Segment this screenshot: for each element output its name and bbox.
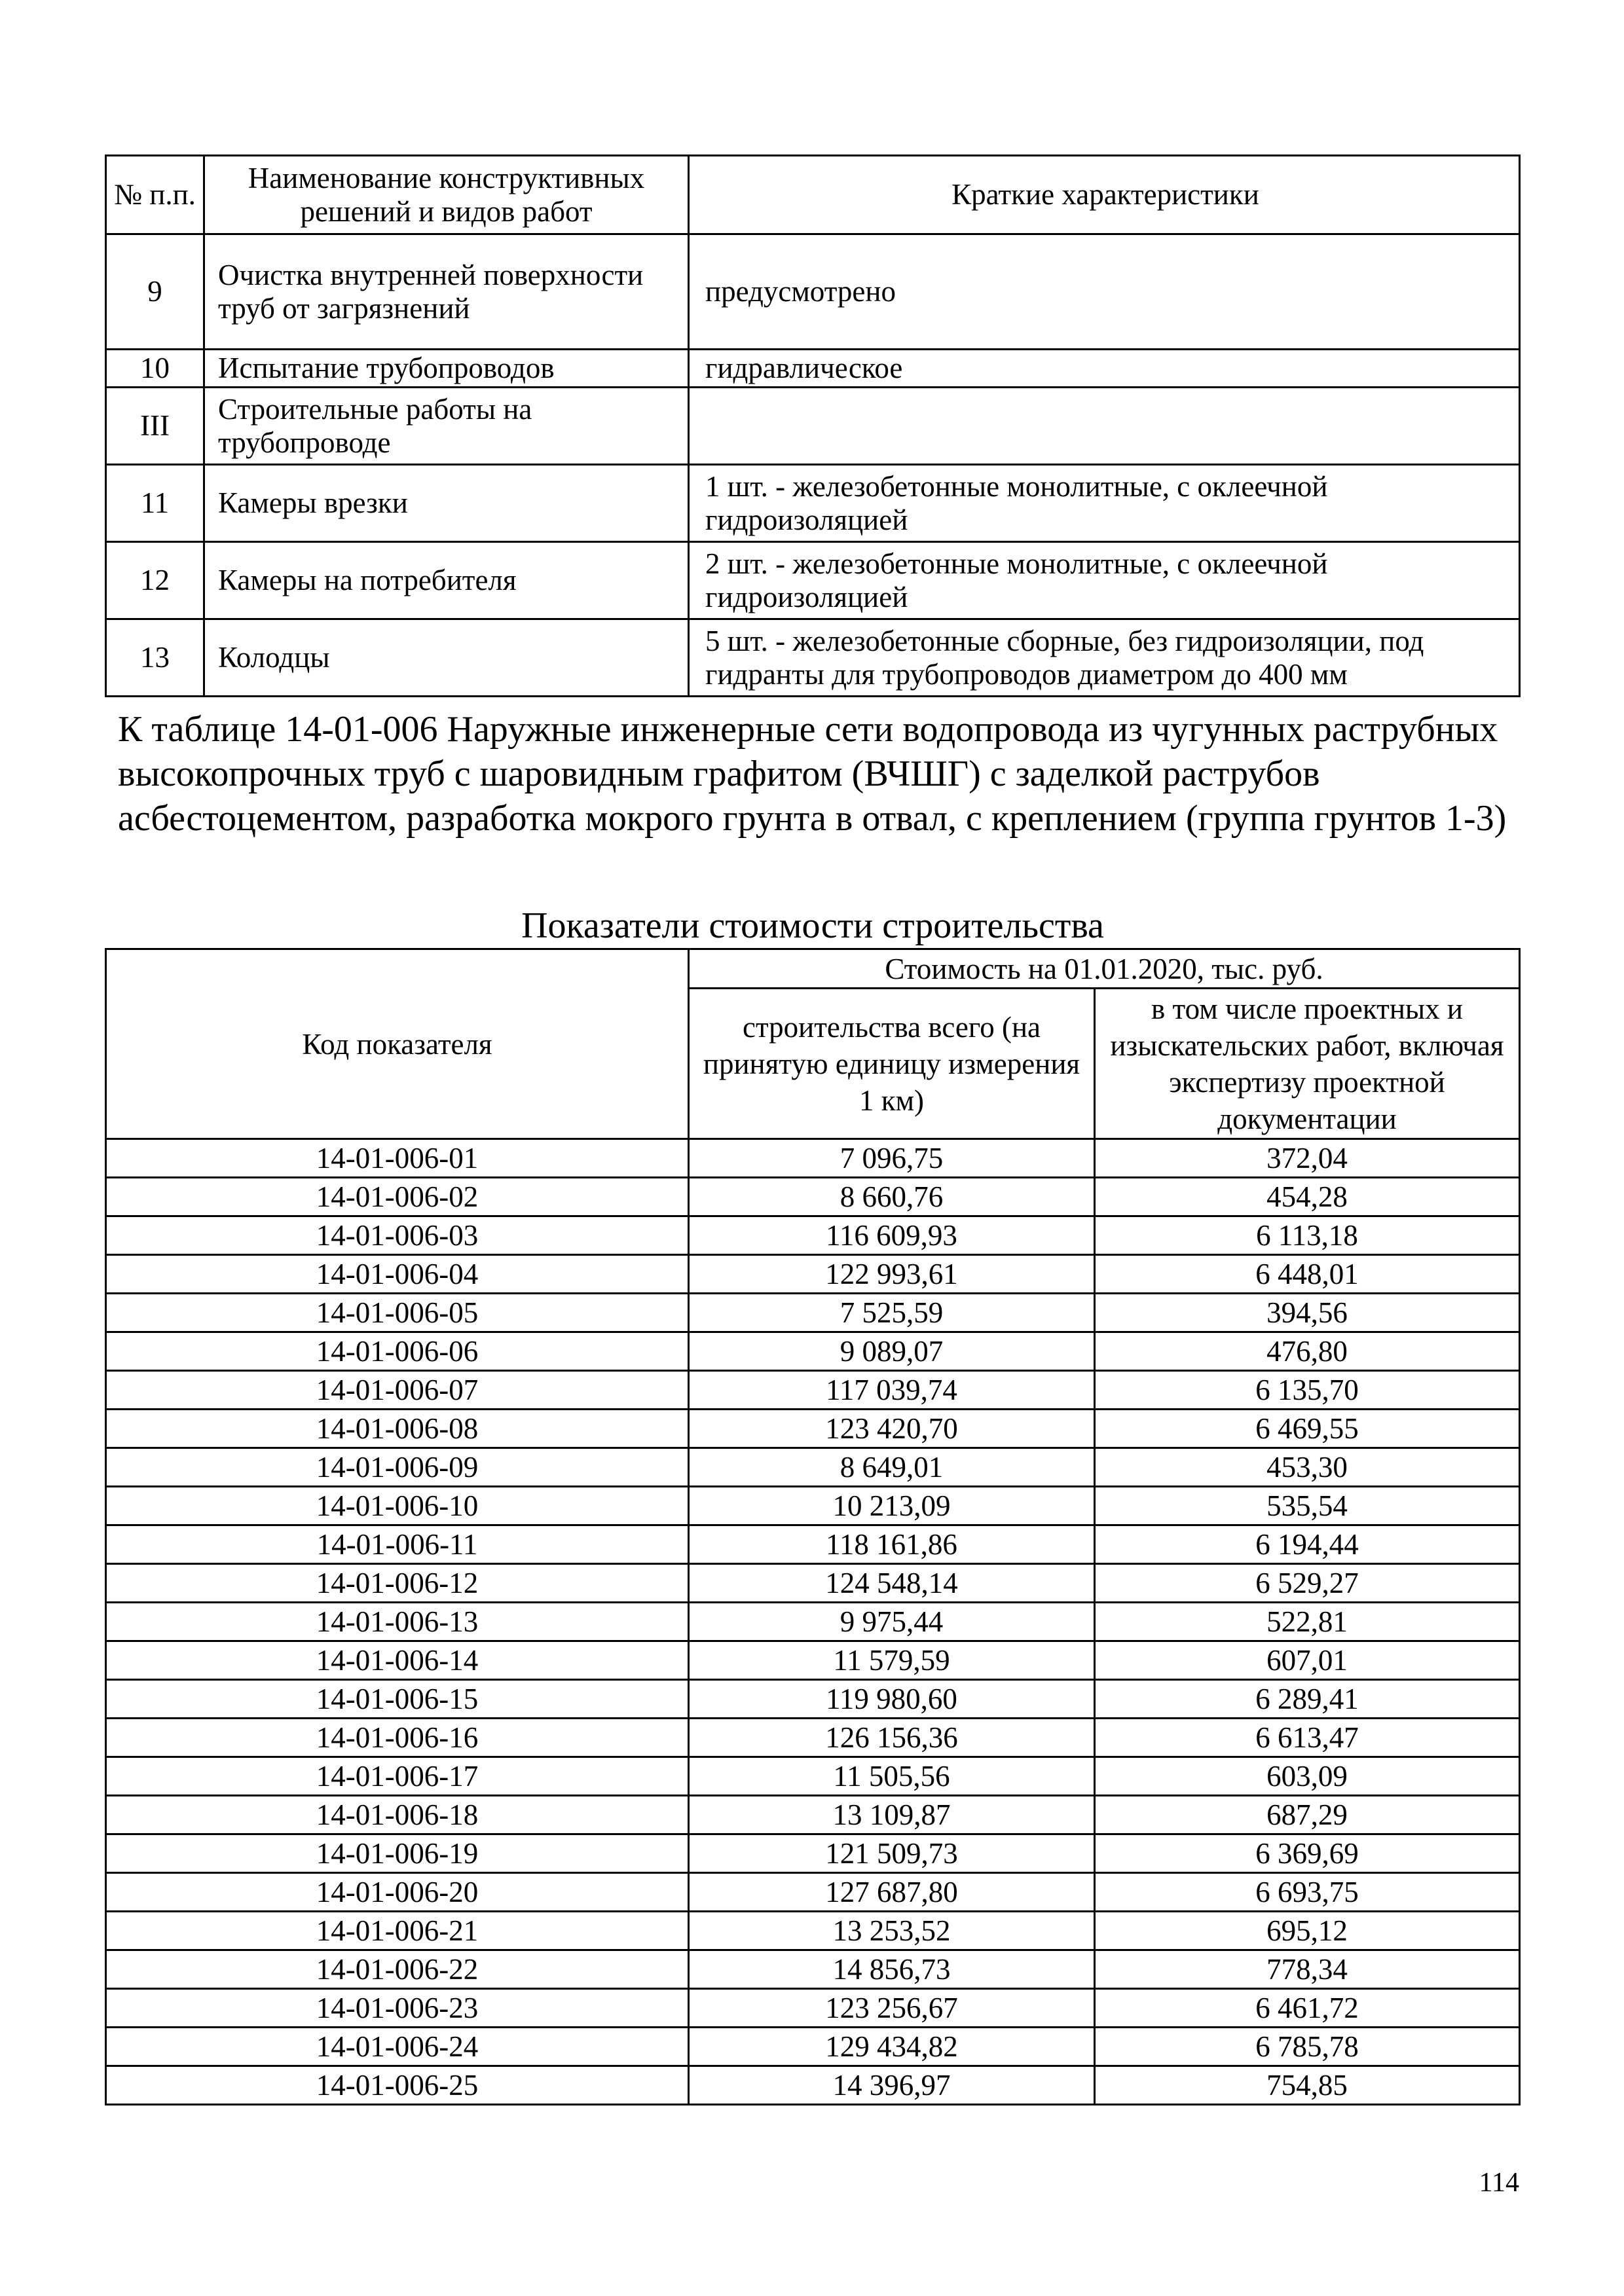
table2-cell-total: 122 993,61 bbox=[689, 1255, 1095, 1294]
table2-cell-design: 6 469,55 bbox=[1095, 1410, 1520, 1448]
table2-cell-design: 476,80 bbox=[1095, 1332, 1520, 1371]
table2-row bbox=[106, 1757, 1520, 1796]
table2-cell-design: 6 785,78 bbox=[1095, 2028, 1520, 2066]
table2-cell-design: 394,56 bbox=[1095, 1294, 1520, 1332]
table2-cell-total: 14 396,97 bbox=[689, 2066, 1095, 2105]
table1-row bbox=[106, 619, 1520, 697]
table2-cell-code: 14-01-006-24 bbox=[106, 2028, 689, 2066]
table2-cell-code: 14-01-006-23 bbox=[106, 1989, 689, 2028]
table2-cell-code: 14-01-006-25 bbox=[106, 2066, 689, 2105]
table1-row-name: Камеры врезки bbox=[204, 465, 689, 542]
table2-cell-code: 14-01-006-02 bbox=[106, 1178, 689, 1216]
table2-cell-total: 121 509,73 bbox=[689, 1834, 1095, 1873]
table2-cell-design: 535,54 bbox=[1095, 1487, 1520, 1525]
table2-cell-code: 14-01-006-14 bbox=[106, 1641, 689, 1680]
table2-cell-total: 129 434,82 bbox=[689, 2028, 1095, 2066]
table1-row-desc: 1 шт. - железобетонные монолитные, с оклеечной гидроизоляцией bbox=[689, 465, 1520, 542]
table2-row bbox=[106, 2066, 1520, 2105]
table2-cell-total: 123 420,70 bbox=[689, 1410, 1095, 1448]
table2-row bbox=[106, 1719, 1520, 1757]
table2-cell-total: 118 161,86 bbox=[689, 1525, 1095, 1564]
table2-row bbox=[106, 1680, 1520, 1719]
table2-body bbox=[106, 1139, 1520, 2105]
table2-cell-total: 8 660,76 bbox=[689, 1178, 1095, 1216]
table2-cell-design: 687,29 bbox=[1095, 1796, 1520, 1834]
table2-cell-design: 754,85 bbox=[1095, 2066, 1520, 2105]
table2-row bbox=[106, 1950, 1520, 1989]
table2-cell-total: 8 649,01 bbox=[689, 1448, 1095, 1487]
table2-row bbox=[106, 1912, 1520, 1950]
table1-row-desc: 2 шт. - железобетонные монолитные, с оклеечной гидроизоляцией bbox=[689, 542, 1520, 619]
table2-cell-code: 14-01-006-10 bbox=[106, 1487, 689, 1525]
table2-cell-total: 9 975,44 bbox=[689, 1603, 1095, 1641]
table2-row bbox=[106, 2028, 1520, 2066]
table2-header-row bbox=[106, 949, 1520, 989]
table1-row bbox=[106, 234, 1520, 350]
table2-cell-code: 14-01-006-16 bbox=[106, 1719, 689, 1757]
table2-cell-design: 6 113,18 bbox=[1095, 1216, 1520, 1255]
table2-cell-design: 603,09 bbox=[1095, 1757, 1520, 1796]
table2-cell-code: 14-01-006-22 bbox=[106, 1950, 689, 1989]
table1-row bbox=[106, 542, 1520, 619]
table1-row bbox=[106, 350, 1520, 388]
cost-table-title: Показатели стоимости строительства bbox=[521, 905, 1104, 946]
table2-row bbox=[106, 1139, 1520, 1178]
table2-row bbox=[106, 1332, 1520, 1371]
table2-row bbox=[106, 1410, 1520, 1448]
table2-cell-code: 14-01-006-08 bbox=[106, 1410, 689, 1448]
table1-row-desc: предусмотрено bbox=[689, 234, 1520, 350]
table2-header-code: Код показателя bbox=[106, 949, 689, 1139]
table2-cell-code: 14-01-006-06 bbox=[106, 1332, 689, 1371]
table2-cell-total: 10 213,09 bbox=[689, 1487, 1095, 1525]
table1-row-name: Очистка внутренней поверхности труб от загрязнений bbox=[204, 234, 689, 350]
table2-cell-design: 453,30 bbox=[1095, 1448, 1520, 1487]
table1-row-num: 9 bbox=[106, 234, 204, 350]
table1-header-row bbox=[106, 156, 1520, 234]
table1-header-desc: Краткие характеристики bbox=[689, 156, 1520, 234]
table2-row bbox=[106, 1641, 1520, 1680]
construction-solutions-table bbox=[105, 155, 1521, 697]
table2-cell-code: 14-01-006-18 bbox=[106, 1796, 689, 1834]
table2-cell-code: 14-01-006-11 bbox=[106, 1525, 689, 1564]
table2-row bbox=[106, 1255, 1520, 1294]
table2-cell-total: 116 609,93 bbox=[689, 1216, 1095, 1255]
table2-cell-design: 778,34 bbox=[1095, 1950, 1520, 1989]
table1-row bbox=[106, 388, 1520, 465]
table1-row bbox=[106, 465, 1520, 542]
table1-row-num: 13 bbox=[106, 619, 204, 697]
table1-row-name: Строительные работы на трубопроводе bbox=[204, 388, 689, 465]
table2-cell-code: 14-01-006-01 bbox=[106, 1139, 689, 1178]
table2-cell-code: 14-01-006-21 bbox=[106, 1912, 689, 1950]
table2-row bbox=[106, 1564, 1520, 1603]
table2-row bbox=[106, 1796, 1520, 1834]
table2-cell-total: 13 253,52 bbox=[689, 1912, 1095, 1950]
table2-row bbox=[106, 1371, 1520, 1410]
table2-cell-code: 14-01-006-13 bbox=[106, 1603, 689, 1641]
table2-cell-total: 123 256,67 bbox=[689, 1989, 1095, 2028]
table2-cell-code: 14-01-006-15 bbox=[106, 1680, 689, 1719]
table2-cell-design: 695,12 bbox=[1095, 1912, 1520, 1950]
table2-cell-code: 14-01-006-03 bbox=[106, 1216, 689, 1255]
table2-row bbox=[106, 1448, 1520, 1487]
table2-cell-code: 14-01-006-04 bbox=[106, 1255, 689, 1294]
table2-row bbox=[106, 1294, 1520, 1332]
table2-cell-total: 11 579,59 bbox=[689, 1641, 1095, 1680]
table2-cell-design: 6 135,70 bbox=[1095, 1371, 1520, 1410]
table2-cell-design: 522,81 bbox=[1095, 1603, 1520, 1641]
table2-cell-design: 6 289,41 bbox=[1095, 1680, 1520, 1719]
table2-cell-design: 6 613,47 bbox=[1095, 1719, 1520, 1757]
table2-cell-design: 454,28 bbox=[1095, 1178, 1520, 1216]
cost-indicators-table bbox=[105, 948, 1521, 2105]
table1-row-desc: 5 шт. - железобетонные сборные, без гидроизоляции, под гидранты для трубопроводов диаметром до 400 мм bbox=[689, 619, 1520, 697]
table2-cell-code: 14-01-006-20 bbox=[106, 1873, 689, 1912]
table2-cell-code: 14-01-006-12 bbox=[106, 1564, 689, 1603]
table1-header-num: № п.п. bbox=[106, 156, 204, 234]
table2-cell-total: 117 039,74 bbox=[689, 1371, 1095, 1410]
table2-row bbox=[106, 1989, 1520, 2028]
table1-header-name: Наименование конструктивных решений и видов работ bbox=[204, 156, 689, 234]
table1-row-name: Испытание трубопроводов bbox=[204, 350, 689, 388]
table2-cell-total: 7 096,75 bbox=[689, 1139, 1095, 1178]
table2-row bbox=[106, 1178, 1520, 1216]
table2-cell-code: 14-01-006-07 bbox=[106, 1371, 689, 1410]
table1-row-num: III bbox=[106, 388, 204, 465]
table2-cell-design: 6 693,75 bbox=[1095, 1873, 1520, 1912]
table1-row-num: 10 bbox=[106, 350, 204, 388]
table2-cell-total: 13 109,87 bbox=[689, 1796, 1095, 1834]
table2-cell-code: 14-01-006-09 bbox=[106, 1448, 689, 1487]
table1-row-name: Колодцы bbox=[204, 619, 689, 697]
table2-cell-design: 607,01 bbox=[1095, 1641, 1520, 1680]
table2-cell-code: 14-01-006-05 bbox=[106, 1294, 689, 1332]
table1-row-desc: гидравлическое bbox=[689, 350, 1520, 388]
table2-row bbox=[106, 1525, 1520, 1564]
table2-cell-code: 14-01-006-17 bbox=[106, 1757, 689, 1796]
table2-header-cost: Стоимость на 01.01.2020, тыс. руб. bbox=[689, 949, 1520, 989]
table2-header-total: строительства всего (на принятую единицу измерения 1 км) bbox=[689, 989, 1095, 1139]
table2-cell-total: 14 856,73 bbox=[689, 1950, 1095, 1989]
table1-row-num: 12 bbox=[106, 542, 204, 619]
table2-cell-design: 6 448,01 bbox=[1095, 1255, 1520, 1294]
table1-row-num: 11 bbox=[106, 465, 204, 542]
table2-row bbox=[106, 1873, 1520, 1912]
table2-cell-total: 11 505,56 bbox=[689, 1757, 1095, 1796]
table2-cell-total: 124 548,14 bbox=[689, 1564, 1095, 1603]
table2-row bbox=[106, 1834, 1520, 1873]
section-heading: К таблице 14-01-006 Наружные инженерные сети водопровода из чугунных раструбных высокопрочных труб с шаровидным графитом (ВЧШГ) с заделкой раструбов асбестоцементом, разработка мокрого грунта в отвал, с креплением (группа грунтов 1-3) bbox=[118, 709, 1507, 839]
table2-cell-total: 9 089,07 bbox=[689, 1332, 1095, 1371]
table2-cell-design: 6 369,69 bbox=[1095, 1834, 1520, 1873]
table2-cell-design: 6 461,72 bbox=[1095, 1989, 1520, 2028]
table1-row-desc bbox=[689, 388, 1520, 465]
table2-cell-design: 372,04 bbox=[1095, 1139, 1520, 1178]
table2-cell-total: 7 525,59 bbox=[689, 1294, 1095, 1332]
table2-cell-total: 127 687,80 bbox=[689, 1873, 1095, 1912]
page-number: 114 bbox=[1479, 2168, 1519, 2198]
table2-row bbox=[106, 1487, 1520, 1525]
table2-cell-design: 6 529,27 bbox=[1095, 1564, 1520, 1603]
table2-row bbox=[106, 1603, 1520, 1641]
table2-cell-total: 126 156,36 bbox=[689, 1719, 1095, 1757]
table2-cell-total: 119 980,60 bbox=[689, 1680, 1095, 1719]
table2-header-design: в том числе проектных и изыскательских работ, включая экспертизу проектной документации bbox=[1095, 989, 1520, 1139]
table2-cell-code: 14-01-006-19 bbox=[106, 1834, 689, 1873]
table2-row bbox=[106, 1216, 1520, 1255]
table1-row-name: Камеры на потребителя bbox=[204, 542, 689, 619]
table2-cell-design: 6 194,44 bbox=[1095, 1525, 1520, 1564]
